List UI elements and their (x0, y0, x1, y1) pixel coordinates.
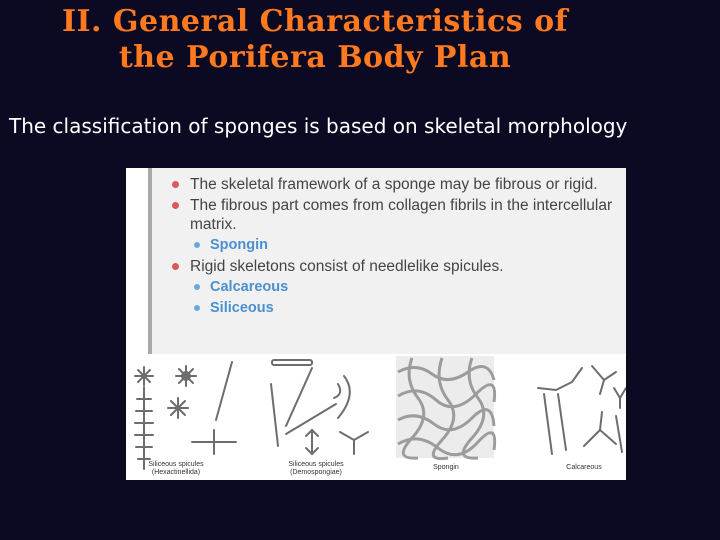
spongin-network-icon (396, 356, 495, 459)
caption-demospongiae (276, 461, 356, 477)
bullet-dot-icon (194, 284, 200, 290)
bullet-item (170, 196, 626, 234)
slide-title-line-1: II. General Characteristics of (61, 4, 569, 39)
bullet-item (170, 257, 626, 276)
bullet-dot-icon (172, 181, 179, 188)
spicule-figure (126, 168, 626, 480)
slide-title (0, 4, 630, 76)
bullet-text: Rigid skeletons consist of needlelike spicules. (190, 258, 504, 275)
bullet-text: The fibrous part comes from collagen fibrils in the intercellular matrix. (190, 197, 613, 233)
slide-subtitle: The classification of sponges is based on skeletal morphology (9, 114, 628, 138)
caption-spongin: Spongin (433, 464, 459, 471)
caption-line: (Demospongiae) (290, 469, 342, 476)
sub-bullet-item (170, 299, 626, 318)
caption-line: (Hexactinellida) (151, 469, 201, 476)
bullet-list (170, 175, 626, 320)
bullet-dot-icon (172, 202, 179, 209)
bullet-text: Siliceous (210, 300, 274, 316)
figure-text-panel (148, 168, 626, 354)
caption-line: Siliceous spicules (288, 461, 344, 468)
sub-bullet-item (170, 278, 626, 297)
bullet-dot-icon (194, 242, 200, 248)
bullet-text: Spongin (210, 237, 268, 253)
calcareous-spicules-icon (538, 366, 626, 454)
bullet-text: Calcareous (210, 279, 289, 295)
caption-hexactinellida (136, 461, 216, 477)
caption-line: Siliceous spicules (148, 461, 204, 468)
bullet-text: The skeletal framework of a sponge may be fibrous or rigid. (190, 176, 598, 193)
bullet-item (170, 175, 626, 194)
demosponge-spicules-icon (271, 360, 368, 454)
bullet-dot-icon (194, 305, 200, 311)
hexactinellid-spicules-icon (135, 362, 236, 469)
caption-calcareous: Calcareous (566, 464, 602, 471)
bullet-dot-icon (172, 263, 179, 270)
slide-title-line-2: the Porifera Body Plan (118, 40, 512, 75)
sub-bullet-item (170, 236, 626, 255)
